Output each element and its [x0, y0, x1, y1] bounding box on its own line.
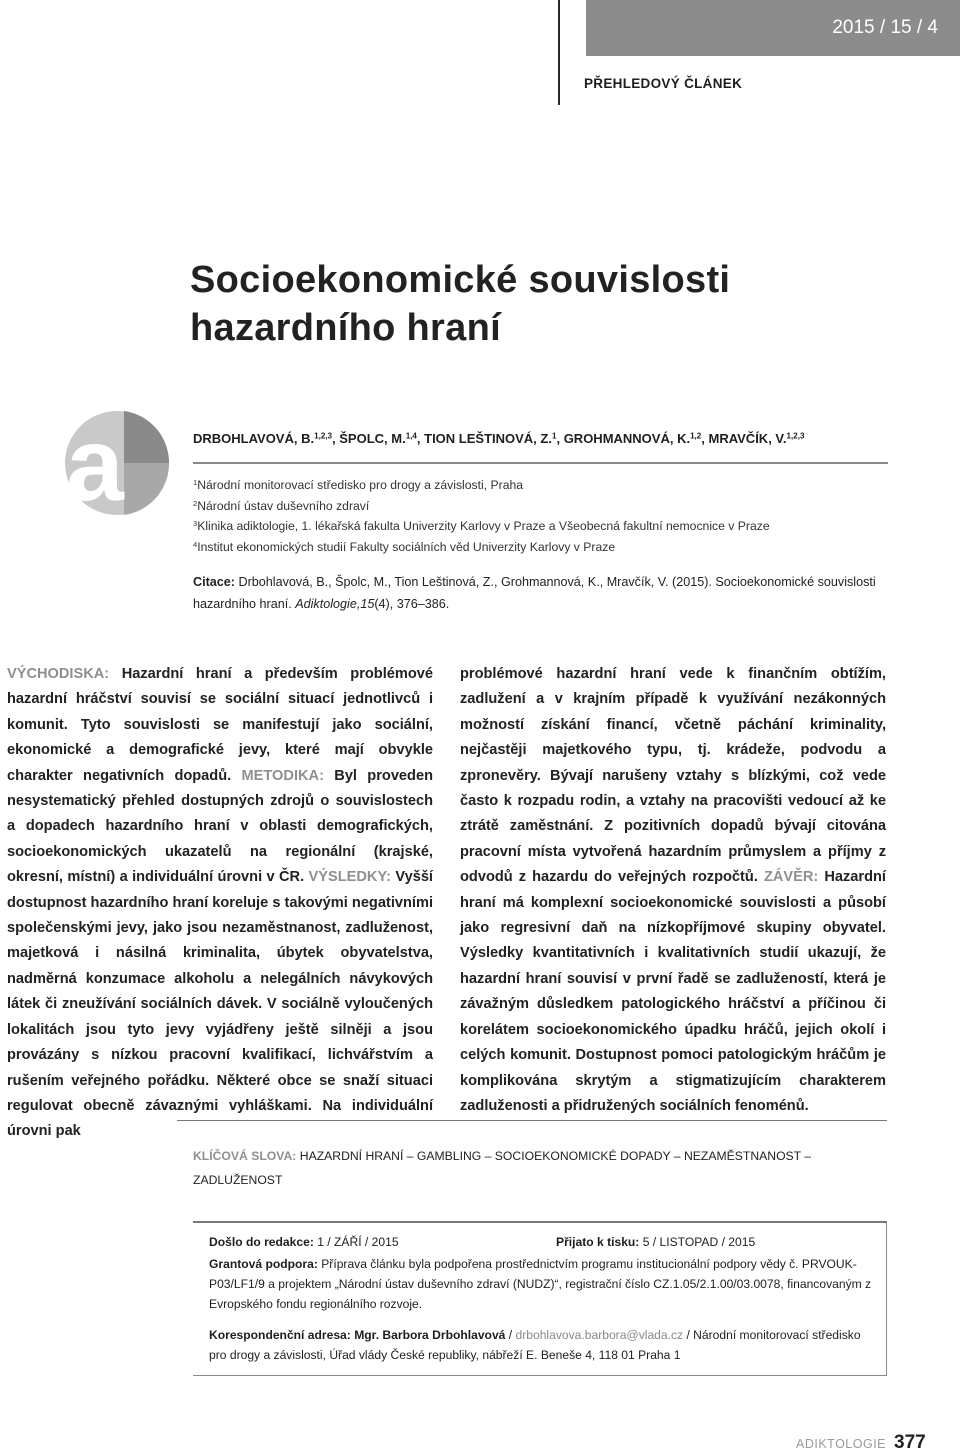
- affiliations: [193, 475, 893, 557]
- received-date: 1 / ZÁŘÍ / 2015: [317, 1235, 399, 1249]
- author: GROHMANNOVÁ, K.: [563, 431, 691, 446]
- correspondence: Korespondenční adresa: Mgr. Barbora Drbohlavová / drbohlavova.barbora@vlada.cz / Národní monitorovací středisko pro drogy a závislosti, Úřad vlády České republiky, nábřeží E. Beneše 4, 118 01 Praha 1: [209, 1328, 861, 1362]
- dates-row: Došlo do redakce: 1 / ZÁŘÍ / 2015 Přijato k tisku: 5 / LISTOPAD / 2015: [209, 1235, 756, 1249]
- issue-bar: [586, 0, 960, 56]
- abstract-heading: METODIKA:: [241, 767, 324, 784]
- author: ŠPOLC, M.: [339, 431, 406, 446]
- page-number: 377: [894, 1432, 926, 1453]
- author: DRBOHLAVOVÁ, B.: [193, 431, 315, 446]
- author: MRAVČÍK, V.: [708, 431, 787, 446]
- issue-number: 2015 / 15 / 4: [832, 17, 938, 38]
- vertical-rule: [558, 0, 560, 105]
- abstract-column-1: VÝCHODISKA: Hazardní hraní a především problémové hazardní hráčství souvisí se sociální situací jednotlivců i komunit. Tyto souvislosti se manifestují jako sociální, ekonomické a demografické jevy, které mají obvykle charakter negativních dopadů. METODIKA: Byl proveden nesystematický přehled dostupných zdrojů o souvislostech a dopadech hazardního hraní v oblasti demografických, socioekonomických ukazatelů na regionální (krajské, okresní, místní) a individuální úrovni v ČR. VÝSLEDKY: Vyšší dostupnost hazardního hraní koreluje s takovými negativními společenskými jevy, jako jsou nezaměstnanost, zadluženost, majetková i násilná kriminalita, úbytek obyvatelstva, nadměrná konzumace alkoholu a nelegálních návykových látek či zneužívání sociálních dávek. V sociálně vyloučených lokalitách jsou tyto jevy vyjádřeny ještě silněji a jsou provázány s nízkou pracovní kvalifikací, lichvářstvím a rušením veřejného pořádku. Některé obce se snaží situaci regulovat obecně závaznými vyhláškami. Na individuální úrovni pak: [7, 666, 433, 1140]
- journal-logo-icon: [62, 408, 172, 518]
- title-line-1: Socioekonomické souvislosti: [190, 259, 731, 301]
- abstract-heading: VÝSLEDKY:: [308, 869, 391, 886]
- page-footer: [796, 1432, 926, 1454]
- keywords-label: KLÍČOVÁ SLOVA:: [193, 1149, 297, 1163]
- affiliation: $^3$Klinika adiktologie, 1. lékařská fakulta Univerzity Karlovy v Praze a Všeobecná fakultní nemocnice v Praze: [193, 518, 770, 533]
- citation: Citace: Drbohlavová, B., Špolc, M., Tion Leštinová, Z., Grohmannová, K., Mravčík, V. (2015). Socioekonomické souvislosti hazardního hraní. Adiktologie,15(4), 376–386.: [193, 575, 876, 611]
- grant-support: Grantová podpora: Příprava článku byla podpořena prostřednictvím programu institucionální podpory vědy č. PRVOUK-P03/LF1/9 a projektem „Národní ústav duševního zdraví (NUDZ)“, registrační číslo CZ.1.05/2.1.00/03.0078, financovaným z Evropského fondu regionálního rozvoje.: [209, 1257, 872, 1311]
- abstract-heading: VÝCHODISKA:: [7, 666, 110, 682]
- author-list: DRBOHLAVOVÁ, B.$^{1,2,3}$, ŠPOLC, M.$^{1,4}$, TION LEŠTINOVÁ, Z.$^1$, GROHMANNOVÁ, K.$^{1,2}$, MRAVČÍK, V.$^{1,2,3}$: [193, 431, 805, 446]
- title-line-2: hazardního hraní: [190, 307, 501, 349]
- affiliation: $^4$Institut ekonomických studií Fakulty sociálních věd Univerzity Karlovy v Praze: [193, 539, 616, 554]
- abstract-heading: ZÁVĚR:: [763, 869, 819, 886]
- affiliation: $^2$Národní ústav duševního zdraví: [193, 498, 370, 513]
- accepted-date: 5 / LISTOPAD / 2015: [642, 1235, 756, 1249]
- divider: [193, 462, 888, 464]
- logo-letter: a: [66, 408, 124, 518]
- author: TION LEŠTINOVÁ, Z.: [424, 431, 552, 446]
- affiliation: $^1$Národní monitorovací středisko pro drogy a závislosti, Praha: [193, 477, 524, 492]
- section-label: PŘEHLEDOVÝ ČLÁNEK: [584, 76, 743, 91]
- divider: [177, 1120, 887, 1121]
- journal-name: ADIKTOLOGIE: [796, 1437, 887, 1451]
- article-title: [190, 256, 910, 352]
- keywords: KLÍČOVÁ SLOVA: HAZARDNÍ HRANÍ – GAMBLING – SOCIOEKONOMICKÉ DOPADY – NEZAMĚSTNANOST – ZADLUŽENOST: [193, 1149, 812, 1187]
- abstract-column-2: problémové hazardní hraní vede k finančním obtížím, zadlužení a v krajním případě k využívání nezákonných možností získání financí, včetně páchání kriminality, nejčastěji majetkového typu, tj. krádeže, podvodu a zpronevěry. Bývají narušeny vztahy s blízkými, což vede často k rozpadu rodin, a vztahy na pracovišti vedoucí až ke ztrátě zaměstnání. Z pozitivních dopadů bývají citována pracovní místa vytvořená hazardním průmyslem a příjmy z odvodů z hazardu do veřejných rozpočtů. ZÁVĚR: Hazardní hraní má komplexní socioekonomické souvislosti a působí jako regresivní daň na nízkopříjmové skupiny obyvatel. Výsledky kvantitativních i kvalitativních studií ukazují, že hazardní hraní souvisí v první řadě se zadlužeností, která je závažným důsledkem patologického hráčství a příčinou či korelátem socioekonomického úpadku hráčů, jejich okolí i celých komunit. Dostupnost pomoci patologickým hráčům je komplikována skrytým a stigmatizujícím charakterem zadluženosti a přidružených sociálních fenoménů.: [460, 666, 886, 1114]
- email-link[interactable]: drbohlavova.barbora@vlada.cz: [515, 1328, 684, 1342]
